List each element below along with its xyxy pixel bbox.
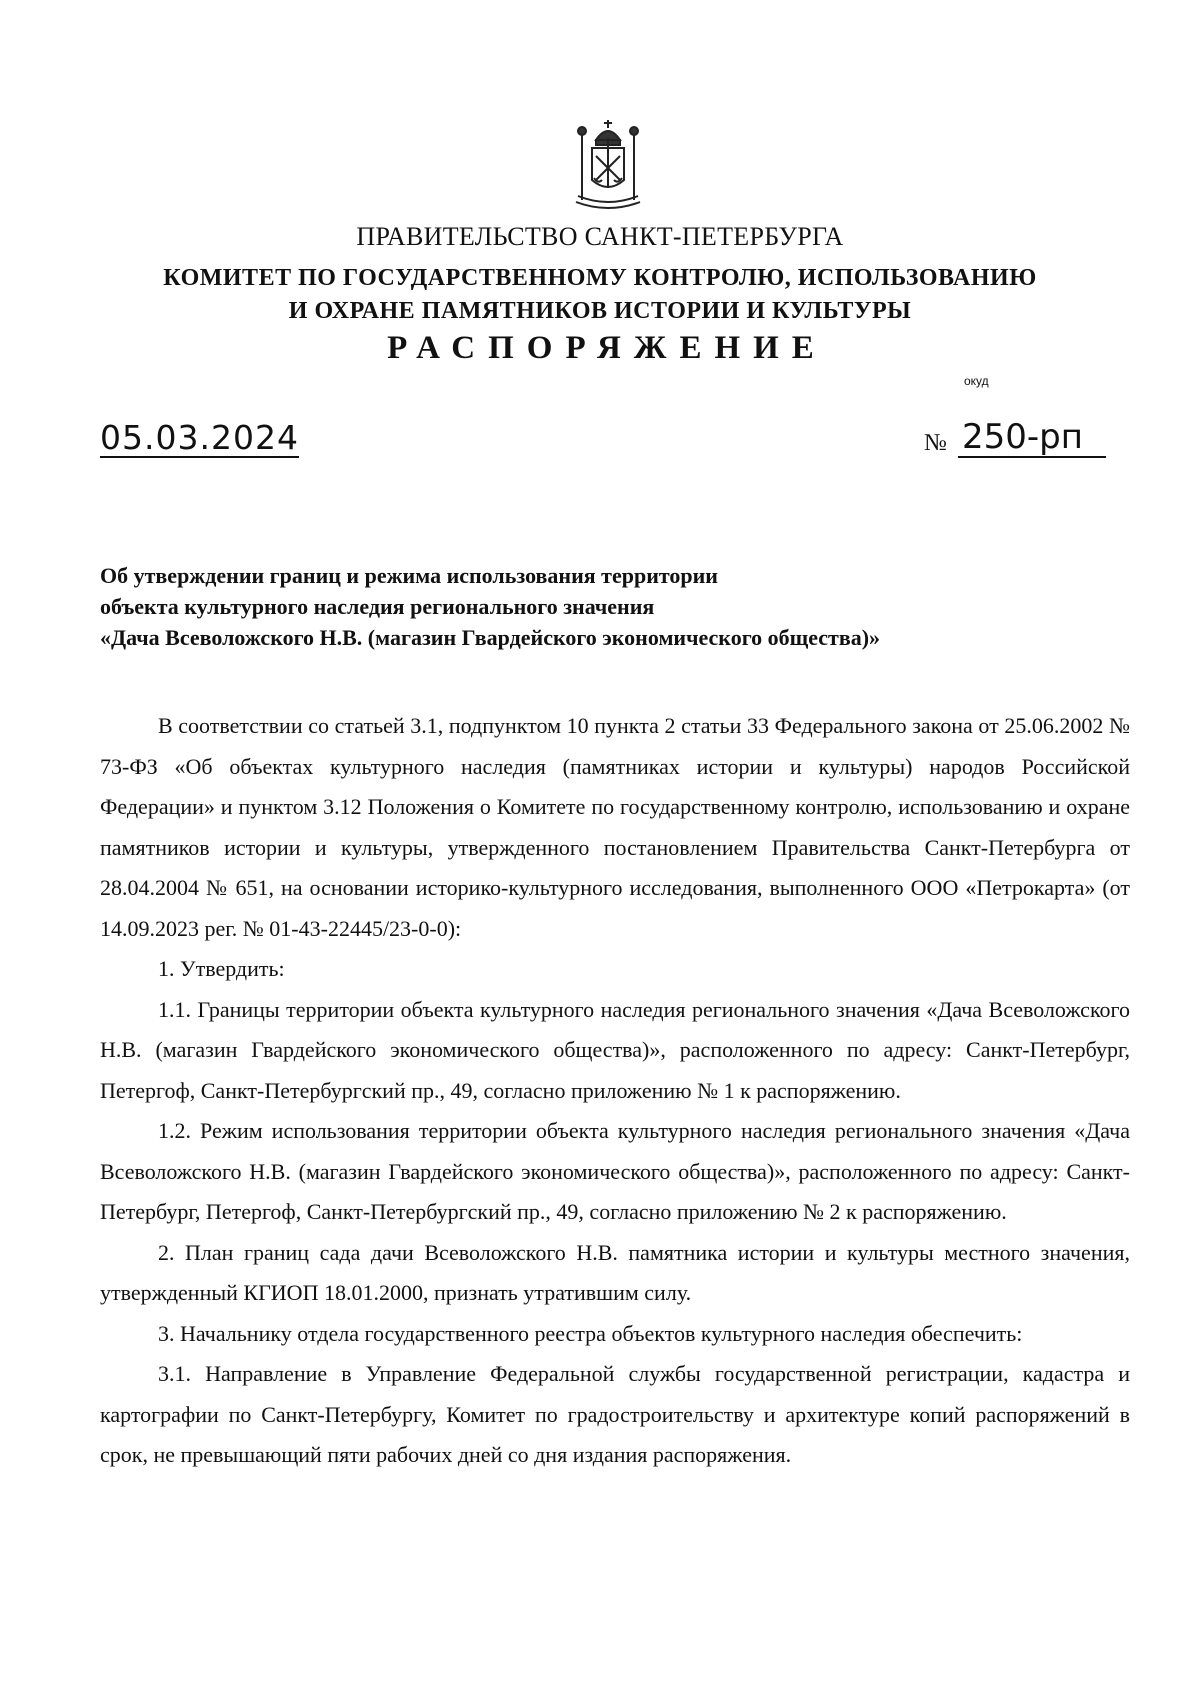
document-date: 05.03.2024 bbox=[100, 418, 299, 457]
document-title bbox=[100, 560, 880, 653]
body-paragraph: 1. Утвердить: bbox=[158, 956, 285, 981]
body-paragraph: 1.2. Режим использования территории объекта культурного наследия регионального значения «Дача Всеволожского Н.В. (магазин Гвардейского экономического общества)», расположенного по адресу: Санкт-Петербург, Петергоф, Санкт-Петербургский пр., 49, согласно приложению № 2 к распоряжению. bbox=[100, 1118, 1130, 1224]
title-line1: Об утверждении границ и режима использования территории bbox=[100, 563, 718, 588]
okud-label: окуд bbox=[964, 374, 989, 388]
committee-name-line1: КОМИТЕТ ПО ГОСУДАРСТВЕННОМУ КОНТРОЛЮ, ИСПОЛЬЗОВАНИЮ bbox=[163, 265, 1037, 291]
committee-name bbox=[0, 262, 1200, 328]
committee-name-line2: И ОХРАНЕ ПАМЯТНИКОВ ИСТОРИИ И КУЛЬТУРЫ bbox=[288, 298, 912, 324]
body-paragraph: В соответствии со статьей 3.1, подпунктом 10 пункта 2 статьи 33 Федерального закона от 25.06.2002 № 73-ФЗ «Об объектах культурного наследия (памятниках истории и культуры) народов Российской Федерации» и пунктом 3.12 Положения о Комитете по государственному контролю, использованию и охране памятников истории и культуры, утвержденного постановлением Правительства Санкт-Петербурга от 28.04.2004 № 651, на основании историко-культурного исследования, выполненного ООО «Петрокарта» (от 14.09.2023 рег. № 01-43-22445/23-0-0): bbox=[100, 713, 1130, 941]
body-paragraph: 3.1. Направление в Управление Федеральной службы государственной регистрации, кадастра и картографии по Санкт-Петербургу, Комитет по градостроительству и архитектуре копий распоряжений в срок, не превышающий пяти рабочих дней со дня издания распоряжения. bbox=[100, 1361, 1130, 1467]
document-number-value: 250-рп bbox=[962, 417, 1083, 457]
body-paragraph: 3. Начальнику отдела государственного реестра объектов культурного наследия обеспечить: bbox=[158, 1320, 1023, 1346]
document-body bbox=[100, 706, 1130, 1476]
document-number bbox=[958, 418, 1106, 458]
title-line2: объекта культурного наследия регионального значения bbox=[100, 594, 655, 619]
title-line3: «Дача Всеволожского Н.В. (магазин Гвардейского экономического общества)» bbox=[100, 625, 881, 650]
government-name: ПРАВИТЕЛЬСТВО САНКТ-ПЕТЕРБУРГА bbox=[356, 222, 844, 251]
body-paragraph: 1.1. Границы территории объекта культурного наследия регионального значения «Дача Всеволожского Н.В. (магазин Гвардейского экономического общества)», расположенного по адресу: Санкт-Петербург, Петергоф, Санкт-Петербургский пр., 49, согласно приложению № 1 к распоряжению. bbox=[100, 996, 1130, 1103]
document-type: РАСПОРЯЖЕНИЕ bbox=[387, 330, 827, 366]
coat-of-arms-icon bbox=[568, 118, 648, 216]
body-paragraph: 2. План границ сада дачи Всеволожского Н.В. памятника истории и культуры местного значения, утвержденный КГИОП 18.01.2000, признать утратившим силу. bbox=[100, 1239, 1130, 1305]
number-label: № bbox=[924, 430, 947, 456]
